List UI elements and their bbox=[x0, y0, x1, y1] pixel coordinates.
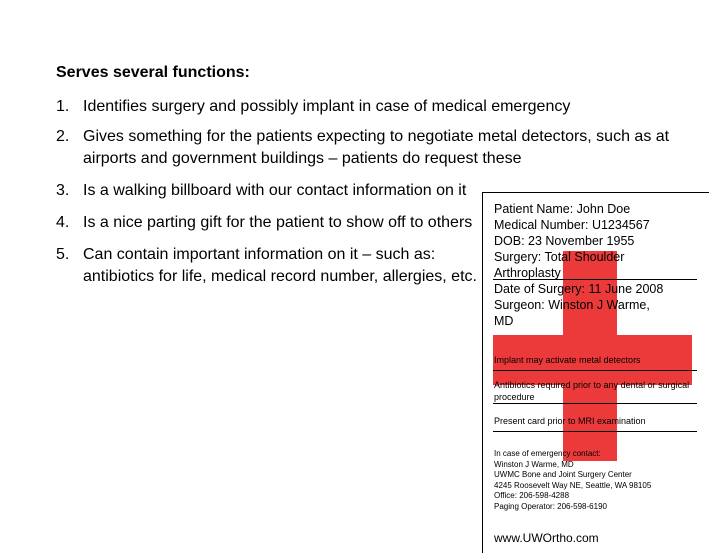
contact-line: Paging Operator: 206-598-6190 bbox=[494, 501, 607, 511]
patient-line: Surgeon: Winston J Warme, bbox=[494, 298, 650, 312]
patient-line: Date of Surgery: 11 June 2008 bbox=[494, 282, 664, 296]
list-number: 4. bbox=[56, 214, 70, 231]
list-item bbox=[56, 126, 696, 170]
patient-line: DOB: 23 November 1955 bbox=[494, 234, 635, 248]
patient-line: Patient Name: John Doe bbox=[494, 202, 631, 216]
website-link: www.UWOrtho.com bbox=[494, 531, 599, 545]
contact-line: In case of emergency contact: bbox=[494, 449, 601, 458]
patient-line: Arthroplasty bbox=[494, 266, 561, 280]
list-item bbox=[56, 212, 501, 234]
patient-card bbox=[482, 192, 709, 553]
implant-note: Implant may activate metal detectors bbox=[494, 355, 641, 365]
list-item bbox=[56, 96, 696, 118]
list-text: Can contain important information on it – such as: antibiotics for life, medical record number, allergies, etc. bbox=[83, 246, 477, 285]
contact-line: 4245 Roosevelt Way NE, Seattle, WA 98105 bbox=[494, 480, 652, 490]
page-heading: Serves several functions: bbox=[56, 64, 250, 81]
list-item bbox=[56, 180, 501, 202]
divider bbox=[493, 431, 697, 432]
contact-line: Office: 206-598-4288 bbox=[494, 491, 570, 500]
divider bbox=[493, 403, 697, 404]
list-number: 5. bbox=[56, 246, 70, 263]
list-text: Identifies surgery and possibly implant in case of medical emergency bbox=[83, 98, 571, 115]
list-text: Is a nice parting gift for the patient to show off to others bbox=[83, 214, 473, 231]
list-item bbox=[56, 244, 501, 288]
contact-line: UWMC Bone and Joint Surgery Center bbox=[494, 470, 632, 479]
list-number: 1. bbox=[56, 98, 70, 115]
list-text: Gives something for the patients expecting to negotiate metal detectors, such as at airports and government buildings – patients do request these bbox=[83, 128, 670, 167]
mri-note: Present card prior to MRI examination bbox=[494, 416, 646, 426]
divider bbox=[493, 279, 697, 280]
patient-line: MD bbox=[494, 314, 514, 328]
list-text: Is a walking billboard with our contact information on it bbox=[83, 182, 467, 199]
patient-line: Medical Number: U1234567 bbox=[494, 218, 650, 232]
emergency-contact bbox=[494, 449, 651, 512]
antibiotics-note: Antibiotics required prior to any dental or surgical procedure bbox=[494, 380, 690, 402]
patient-info bbox=[494, 201, 699, 329]
contact-line: Winston J Warme, MD bbox=[494, 459, 574, 469]
list-number: 3. bbox=[56, 182, 70, 199]
patient-line: Surgery: Total Shoulder bbox=[494, 250, 625, 264]
list-number: 2. bbox=[56, 128, 70, 145]
divider bbox=[493, 370, 697, 371]
